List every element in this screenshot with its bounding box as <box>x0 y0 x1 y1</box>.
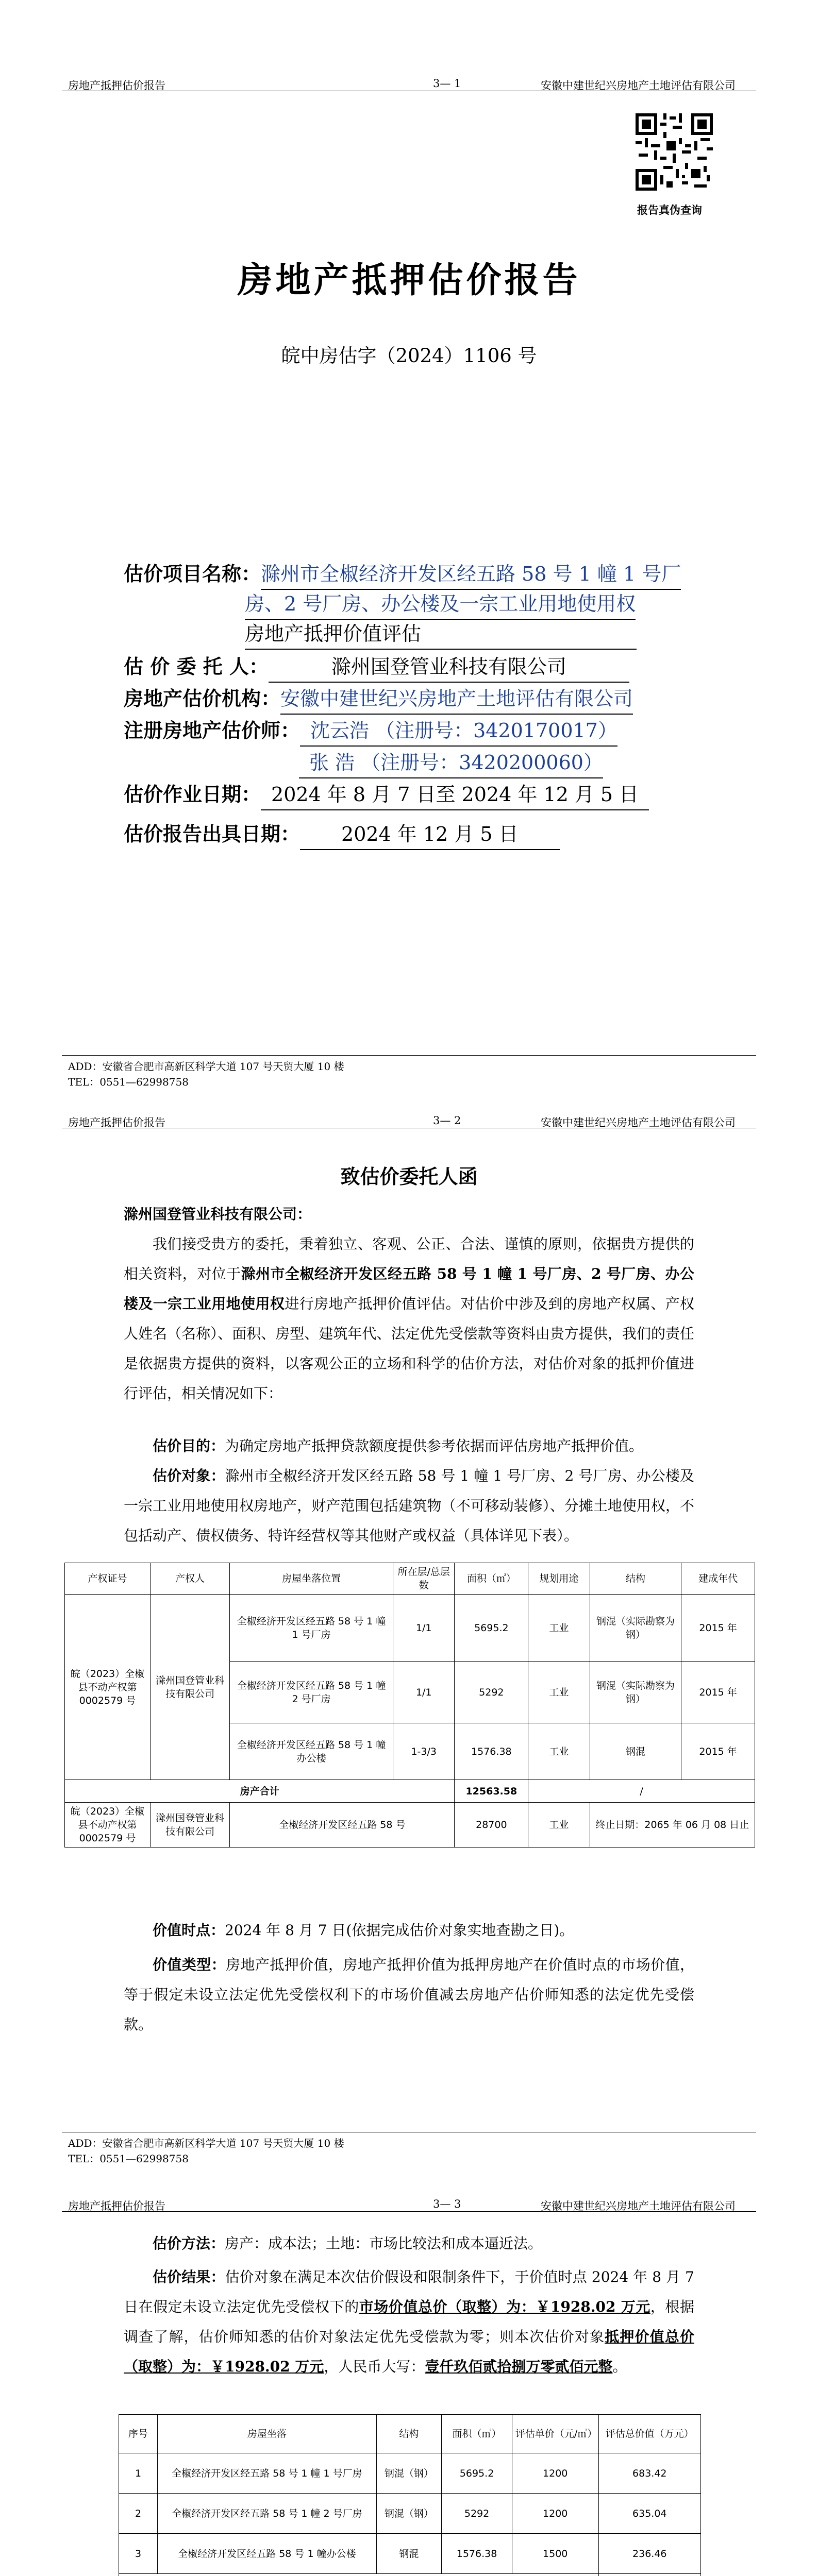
cell-floor: 1-3/3 <box>393 1723 455 1780</box>
client-label: 估 价 委 托 人： <box>124 655 269 678</box>
value-table-header <box>119 2415 701 2453</box>
purpose-label: 估价目的： <box>153 1437 225 1454</box>
col-price: 评估单价（元/㎡） <box>512 2415 598 2453</box>
cell-location: 全椒经济开发区经五路 58 号 1 幢办公楼 <box>230 1723 393 1780</box>
page-1 <box>0 0 818 1094</box>
cell-no: 1 <box>119 2453 158 2494</box>
subtotal-row <box>65 1780 755 1803</box>
project-line-3-row <box>245 619 637 650</box>
header-right: 安徽中建世纪兴房地产土地评估有限公司 <box>541 79 736 92</box>
cell-floor: 1/1 <box>393 1662 455 1723</box>
cell-house-subtotal-label <box>119 2574 599 2576</box>
conclusion-c: ，根据调查了解，估价师知悉的估价对象法定优先受偿款为零；则本次估价对象 <box>124 2298 694 2345</box>
cell-location: 全椒经济开发区经五路 58 号 1 幢 1 号厂房 <box>230 1595 393 1662</box>
footer-address: ADD：安徽省合肥市高新区科学大道 107 号天贸大厦 10 楼 <box>68 2137 344 2149</box>
conclusion-a: 估价对象在满足本次估价假设和限制条件下，于价值时点 2024 年 8 月 7 日在假定未设立法定优先受偿权下的 <box>124 2268 694 2315</box>
cell-structure: 钢混（钢） <box>376 2453 441 2494</box>
cell-total: 635.04 <box>598 2494 700 2534</box>
land-row <box>65 1803 755 1848</box>
header-left: 房地产抵押估价报告 <box>68 2200 165 2212</box>
cell-location: 全椒经济开发区经五路 58 号 1 幢 2 号厂房 <box>230 1662 393 1723</box>
conclusion-amount-words: 壹仟玖佰贰拾捌万零贰佰元整 <box>425 2358 613 2375</box>
col-location: 房屋坐落 <box>158 2415 377 2453</box>
col-use: 规划用途 <box>528 1563 590 1595</box>
cell-subtotal-area: 12563.58 <box>455 1780 528 1803</box>
appraiser-row-2 <box>299 748 603 778</box>
page-header <box>62 2198 756 2212</box>
cell-subtotal-dash: / <box>528 1780 755 1803</box>
cell-structure: 钢混 <box>590 1723 681 1780</box>
header-page-number: 3— 1 <box>433 77 461 90</box>
cell-area: 1576.38 <box>442 2534 512 2574</box>
table-row <box>65 1595 755 1662</box>
cell-location: 全椒经济开发区经五路 58 号 1 幢 2 号厂房 <box>158 2494 377 2534</box>
cell-structure: 钢混（钢） <box>376 2494 441 2534</box>
conclusion-label: 估价结果： <box>153 2268 225 2285</box>
cell-total: 236.46 <box>598 2534 700 2574</box>
table-row <box>119 2534 701 2574</box>
footer-tel: TEL：0551—62998758 <box>68 2153 189 2165</box>
header-right: 安徽中建世纪兴房地产土地评估有限公司 <box>541 1116 736 1129</box>
cell-area: 5292 <box>442 2494 512 2534</box>
cell-price: 1200 <box>512 2453 598 2494</box>
issue-date-value: 2024 年 12 月 5 日 <box>300 819 560 850</box>
cell-no: 2 <box>119 2494 158 2534</box>
cell-use: 工业 <box>528 1595 590 1662</box>
appraiser-label: 注册房地产估价师： <box>124 719 301 742</box>
cell-year: 2015 年 <box>681 1723 755 1780</box>
value-type-label: 价值类型： <box>153 1956 226 1973</box>
table-row <box>119 2494 701 2534</box>
project-label: 估价项目名称： <box>124 562 261 585</box>
header-left: 房地产抵押估价报告 <box>68 1116 165 1129</box>
col-area: 面积（㎡） <box>455 1563 528 1595</box>
cell-cert: 皖（2023）全椒县不动产权第0002579 号 <box>65 1595 151 1780</box>
value-table <box>119 2414 701 2576</box>
cell-land-cert: 皖（2023）全椒县不动产权第0002579 号 <box>65 1803 151 1848</box>
table-row <box>119 2453 701 2494</box>
cell-area: 5292 <box>455 1662 528 1723</box>
work-date-label: 估价作业日期： <box>124 783 261 806</box>
cell-use: 工业 <box>528 1662 590 1723</box>
property-table-header <box>65 1563 755 1595</box>
page-header <box>62 77 756 91</box>
cell-area: 5695.2 <box>442 2453 512 2494</box>
method-text: 房产：成本法；土地：市场比较法和成本逼近法。 <box>225 2235 543 2252</box>
cell-land-owner: 滁州国登管业科技有限公司 <box>150 1803 229 1848</box>
object-text: 滁州市全椒经济开发区经五路 58 号 1 幢 1 号厂房、2 号厂房、办公楼及一宗工业用地使用权房地产，财产范围包括建筑物（不可移动装修）、分摊土地使用权，不包括动产、债权债务、特许经营权等其他财产或权益（具体详见下表）。 <box>124 1467 694 1544</box>
work-date-row <box>124 779 649 810</box>
purpose-text: 为确定房地产抵押贷款额度提供参考依据而评估房地产抵押价值。 <box>225 1437 644 1454</box>
client-row <box>124 652 629 683</box>
col-no: 序号 <box>119 2415 158 2453</box>
col-total: 评估总价值（万元） <box>598 2415 700 2453</box>
cell-area: 5695.2 <box>455 1595 528 1662</box>
purpose-paragraph <box>124 1431 694 1461</box>
cell-price: 1200 <box>512 2494 598 2534</box>
work-date-value: 2024 年 8 月 7 日至 2024 年 12 月 5 日 <box>261 779 649 810</box>
letter-title: 致估价委托人函 <box>340 1165 478 1188</box>
cell-location: 全椒经济开发区经五路 58 号 1 幢 1 号厂房 <box>158 2453 377 2494</box>
project-line-3: 房地产抵押价值评估 <box>245 619 637 650</box>
page-header <box>62 1114 756 1128</box>
conclusion-market-value: 市场价值总价（取整）为：￥1928.02 万元 <box>359 2298 650 2315</box>
cell-owner: 滁州国登管业科技有限公司 <box>150 1595 229 1780</box>
footer-tel: TEL：0551—62998758 <box>68 1076 189 1088</box>
cell-land-use: 工业 <box>528 1803 590 1848</box>
cell-no: 3 <box>119 2534 158 2574</box>
cell-land-end: 终止日期：2065 年 06 月 08 日止 <box>590 1803 755 1848</box>
agency-label: 房地产估价机构： <box>124 687 281 710</box>
col-structure: 结构 <box>376 2415 441 2453</box>
object-label: 估价对象： <box>153 1467 225 1484</box>
col-cert: 产权证号 <box>65 1563 151 1595</box>
letter-p1-c: 进行房地产抵押价值评估。对估价中涉及到的房地产权属、产权人姓名（名称）、面积、房型、建筑年代、法定优先受偿款等资料由贵方提供，我们的责任是依据贵方提供的资料，以客观公正的立场和科学的估价方法，对估价对象的抵押价值进行评估，相关情况如下： <box>124 1295 694 1402</box>
appraiser-2: 张 浩 （注册号：3420200060） <box>299 748 603 778</box>
issue-date-label: 估价报告出具日期： <box>124 822 301 845</box>
col-location: 房屋坐落位置 <box>230 1563 393 1595</box>
value-date-text: 2024 年 8 月 7 日(依据完成估价对象实地查勘之日)。 <box>225 1922 574 1939</box>
page-footer <box>62 1055 756 1090</box>
cell-year: 2015 年 <box>681 1595 755 1662</box>
cell-area: 1576.38 <box>455 1723 528 1780</box>
report-number: 皖中房估字（2024）1106 号 <box>281 345 537 367</box>
letter-addressee: 滁州国登管业科技有限公司： <box>124 1206 312 1223</box>
value-type-paragraph <box>124 1950 694 2040</box>
conclusion-mortgage-value: 抵押价值总价（取整）为：￥1928.02 万元 <box>124 2328 694 2375</box>
cell-house-subtotal <box>598 2574 700 2576</box>
qr-code-icon[interactable] <box>636 113 713 191</box>
value-date-label: 价值时点： <box>153 1922 225 1939</box>
house-subtotal-row <box>119 2574 701 2576</box>
header-left: 房地产抵押估价报告 <box>68 79 165 92</box>
letter-paragraph-1 <box>124 1229 694 1409</box>
cell-land-area: 28700 <box>455 1803 528 1848</box>
cell-price: 1500 <box>512 2534 598 2574</box>
cell-land-location: 全椒经济开发区经五路 58 号 <box>230 1803 455 1848</box>
project-name-row <box>124 559 681 590</box>
project-line-1: 滁州市全椒经济开发区经五路 58 号 1 幢 1 号厂 <box>261 559 681 590</box>
letter-p1-a: 我们接受贵方的委托，秉着独立、客观、公正、合法、谨慎的原则，依据贵方提供的相关资料，对位于 <box>124 1235 694 1282</box>
method-paragraph <box>124 2229 694 2259</box>
method-label: 估价方法： <box>153 2235 225 2252</box>
client-value: 滁州国登管业科技有限公司 <box>269 652 629 683</box>
value-type-text: 房地产抵押价值，房地产抵押价值为抵押房地产在价值时点的市场价值，等于假定未设立法定优先受偿权利下的市场价值减去房地产估价师知悉的法定优先受偿款。 <box>124 1956 694 2033</box>
col-year: 建成年代 <box>681 1563 755 1595</box>
object-paragraph <box>124 1461 694 1551</box>
footer-address: ADD：安徽省合肥市高新区科学大道 107 号天贸大厦 10 楼 <box>68 1060 344 1073</box>
col-owner: 产权人 <box>150 1563 229 1595</box>
appraiser-row-1 <box>124 716 617 747</box>
agency-row <box>124 684 633 715</box>
conclusion-e: ，人民币大写： <box>324 2358 425 2375</box>
appraiser-1: 沈云浩 （注册号：3420170017） <box>300 716 617 747</box>
conclusion-paragraph <box>124 2262 694 2382</box>
header-right: 安徽中建世纪兴房地产土地评估有限公司 <box>541 2200 736 2212</box>
page-2 <box>0 1094 818 2177</box>
letter-p1-b: 滁州市全椒经济开发区经五路 58 号 1 幢 1 号厂房、2 号厂房、办公楼及一宗工业用地使用权 <box>124 1265 694 1312</box>
cell-floor: 1/1 <box>393 1595 455 1662</box>
cell-structure: 钢混（实际勘察为钢） <box>590 1662 681 1723</box>
cell-structure: 钢混（实际勘察为钢） <box>590 1595 681 1662</box>
value-date-paragraph <box>124 1916 694 1945</box>
property-table <box>64 1563 755 1848</box>
header-page-number: 3— 3 <box>433 2198 461 2210</box>
project-line-2: 房、2 号厂房、办公楼及一宗工业用地使用权 <box>245 589 636 620</box>
report-title: 房地产抵押估价报告 <box>237 260 581 301</box>
qr-caption: 报告真伪查询 <box>637 204 702 216</box>
cell-total: 683.42 <box>598 2453 700 2494</box>
project-line-2-row <box>245 589 636 620</box>
agency-value: 安徽中建世纪兴房地产土地评估有限公司 <box>280 684 633 715</box>
col-structure: 结构 <box>590 1563 681 1595</box>
header-page-number: 3— 2 <box>433 1114 461 1127</box>
cell-use: 工业 <box>528 1723 590 1780</box>
col-floor: 所在层/总层数 <box>393 1563 455 1595</box>
cell-structure: 钢混 <box>376 2534 441 2574</box>
page-footer <box>62 2132 756 2166</box>
issue-date-row <box>124 819 560 850</box>
cell-subtotal-label: 房产合计 <box>65 1780 455 1803</box>
cell-location: 全椒经济开发区经五路 58 号 1 幢办公楼 <box>158 2534 377 2574</box>
conclusion-period: 。 <box>612 2358 627 2375</box>
page-3 <box>0 2177 818 2576</box>
col-area: 面积（㎡） <box>442 2415 512 2453</box>
cell-year: 2015 年 <box>681 1662 755 1723</box>
